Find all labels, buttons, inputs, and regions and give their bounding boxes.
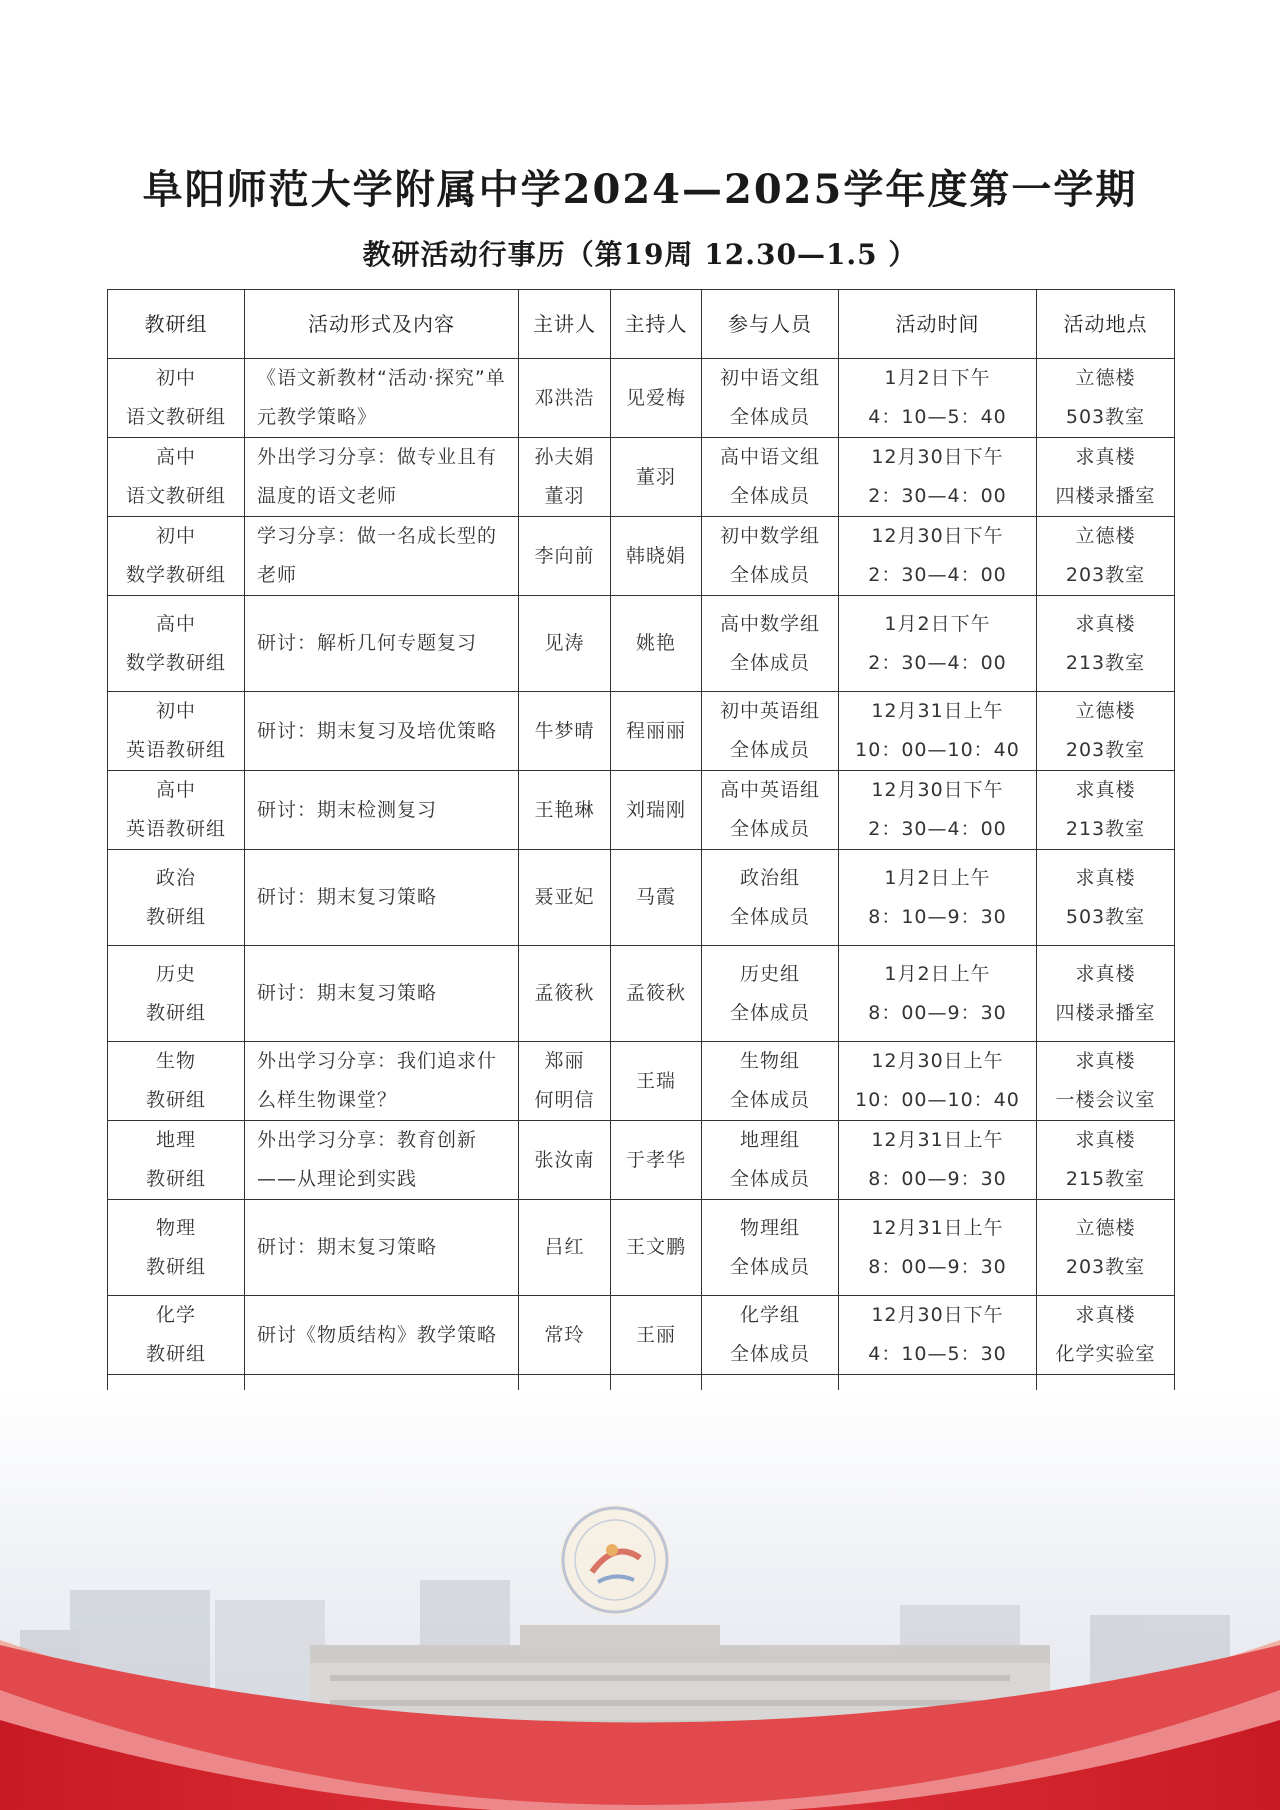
cell-place: 立德楼 203教室 — [1037, 692, 1175, 771]
cell-participants: 历史组 全体成员 — [702, 946, 839, 1042]
cell-group: 初中 英语教研组 — [108, 692, 245, 771]
header-speaker: 主讲人 — [519, 290, 611, 359]
cell-content: 外出学习分享：做专业且有温度的语文老师 — [245, 438, 519, 517]
table-row — [108, 517, 1175, 596]
cell-speaker: 邓洪浩 — [519, 359, 611, 438]
cell-group: 政治 教研组 — [108, 850, 245, 946]
cell-content: 研讨：期末检测复习 — [245, 771, 519, 850]
cell-content: 研讨：期末复习策略 — [245, 850, 519, 946]
cell-host: 姚艳 — [611, 596, 702, 692]
cell-participants: 物理组 全体成员 — [702, 1200, 839, 1296]
cell-group: 初中 数学教研组 — [108, 517, 245, 596]
cell-host: 董羽 — [611, 438, 702, 517]
header-participants: 参与人员 — [702, 290, 839, 359]
cell-participants: 化学组 全体成员 — [702, 1296, 839, 1375]
cell-group: 生物 教研组 — [108, 1042, 245, 1121]
cell-place: 求真楼 503教室 — [1037, 850, 1175, 946]
cell-place: 求真楼 化学实验室 — [1037, 1296, 1175, 1375]
cell-host: 韩晓娟 — [611, 517, 702, 596]
table-row — [108, 438, 1175, 517]
cell-speaker: 王艳琳 — [519, 771, 611, 850]
cell-place: 立德楼 203教室 — [1037, 1200, 1175, 1296]
table-row — [108, 771, 1175, 850]
cell-host: 刘瑞刚 — [611, 771, 702, 850]
cell-group: 高中 语文教研组 — [108, 438, 245, 517]
header-content: 活动形式及内容 — [245, 290, 519, 359]
cell-time: 1月2日上午 8：10—9：30 — [839, 850, 1037, 946]
cell-participants: 高中语文组 全体成员 — [702, 438, 839, 517]
cell-time: 12月30日下午 2：30—4：00 — [839, 438, 1037, 517]
cell-participants: 政治组 全体成员 — [702, 850, 839, 946]
cell-content: 《语文新教材“活动·探究”单元教学策略》 — [245, 359, 519, 438]
cell-place: 求真楼 四楼录播室 — [1037, 438, 1175, 517]
header-host: 主持人 — [611, 290, 702, 359]
cell-content: 研讨：期末复习策略 — [245, 1200, 519, 1296]
cell-speaker: 孙夫娟 董羽 — [519, 438, 611, 517]
document-subtitle: 教研活动行事历（第19周 12.30—1.5 ） — [362, 238, 918, 271]
cell-speaker: 聂亚妃 — [519, 850, 611, 946]
cell-speaker: 郑丽 何明信 — [519, 1042, 611, 1121]
cell-place: 求真楼 213教室 — [1037, 771, 1175, 850]
cell-time: 1月2日下午 2：30—4：00 — [839, 596, 1037, 692]
cell-content: 学习分享：做一名成长型的老师 — [245, 517, 519, 596]
cell-place: 立德楼 503教室 — [1037, 359, 1175, 438]
cell-host: 程丽丽 — [611, 692, 702, 771]
cell-place: 立德楼 203教室 — [1037, 517, 1175, 596]
header-group: 教研组 — [108, 290, 245, 359]
cell-host: 见爱梅 — [611, 359, 702, 438]
campus-banner — [0, 1390, 1280, 1810]
header-place: 活动地点 — [1037, 290, 1175, 359]
cell-content: 研讨：期末复习策略 — [245, 946, 519, 1042]
table-row — [108, 1042, 1175, 1121]
cell-participants: 生物组 全体成员 — [702, 1042, 839, 1121]
cell-time: 1月2日下午 4：10—5：40 — [839, 359, 1037, 438]
cell-content: 研讨：解析几何专题复习 — [245, 596, 519, 692]
cell-participants: 地理组 全体成员 — [702, 1121, 839, 1200]
cell-participants: 初中英语组 全体成员 — [702, 692, 839, 771]
cell-speaker: 常玲 — [519, 1296, 611, 1375]
header-time: 活动时间 — [839, 290, 1037, 359]
cell-time: 12月30日下午 2：30—4：00 — [839, 517, 1037, 596]
cell-content: 外出学习分享：教育创新——从理论到实践 — [245, 1121, 519, 1200]
cell-group: 化学 教研组 — [108, 1296, 245, 1375]
cell-place: 求真楼 215教室 — [1037, 1121, 1175, 1200]
cell-speaker: 张汝南 — [519, 1121, 611, 1200]
cell-group: 地理 教研组 — [108, 1121, 245, 1200]
cell-speaker: 见涛 — [519, 596, 611, 692]
cell-speaker: 吕红 — [519, 1200, 611, 1296]
document-title: 阜阳师范大学附属中学2024—2025学年度第一学期 — [142, 166, 1138, 213]
table-row — [108, 596, 1175, 692]
cell-place: 求真楼 四楼录播室 — [1037, 946, 1175, 1042]
cell-host: 王丽 — [611, 1296, 702, 1375]
cell-host: 于孝华 — [611, 1121, 702, 1200]
cell-time: 12月31日上午 8：00—9：30 — [839, 1200, 1037, 1296]
cell-host: 王文鹏 — [611, 1200, 702, 1296]
cell-time: 12月30日下午 4：10—5：30 — [839, 1296, 1037, 1375]
cell-participants: 高中数学组 全体成员 — [702, 596, 839, 692]
cell-host: 马霞 — [611, 850, 702, 946]
cell-participants: 初中数学组 全体成员 — [702, 517, 839, 596]
table-row — [108, 946, 1175, 1042]
cell-host: 王瑞 — [611, 1042, 702, 1121]
cell-group: 初中 语文教研组 — [108, 359, 245, 438]
table-row — [108, 1296, 1175, 1375]
table-row — [108, 692, 1175, 771]
cell-group: 历史 教研组 — [108, 946, 245, 1042]
table-row — [108, 359, 1175, 438]
schedule-table — [107, 289, 1175, 1471]
cell-time: 12月31日上午 8：00—9：30 — [839, 1121, 1037, 1200]
cell-group: 高中 数学教研组 — [108, 596, 245, 692]
cell-time: 12月30日下午 2：30—4：00 — [839, 771, 1037, 850]
cell-group: 物理 教研组 — [108, 1200, 245, 1296]
cell-content: 外出学习分享：我们追求什么样生物课堂？ — [245, 1042, 519, 1121]
table-header-row — [108, 290, 1175, 359]
cell-content: 研讨《物质结构》教学策略 — [245, 1296, 519, 1375]
cell-speaker: 孟筱秋 — [519, 946, 611, 1042]
table-row — [108, 850, 1175, 946]
cell-time: 12月31日上午 10：00—10：40 — [839, 692, 1037, 771]
cell-host: 孟筱秋 — [611, 946, 702, 1042]
cell-speaker: 李向前 — [519, 517, 611, 596]
cell-group: 高中 英语教研组 — [108, 771, 245, 850]
cell-participants: 初中语文组 全体成员 — [702, 359, 839, 438]
table-row — [108, 1200, 1175, 1296]
cell-place: 求真楼 213教室 — [1037, 596, 1175, 692]
table-row — [108, 1121, 1175, 1200]
cell-place: 求真楼 一楼会议室 — [1037, 1042, 1175, 1121]
cell-time: 1月2日上午 8：00—9：30 — [839, 946, 1037, 1042]
sun-glow — [560, 1505, 670, 1615]
cell-time: 12月30日上午 10：00—10：40 — [839, 1042, 1037, 1121]
cell-content: 研讨：期末复习及培优策略 — [245, 692, 519, 771]
table-body — [108, 359, 1175, 1471]
cell-participants: 高中英语组 全体成员 — [702, 771, 839, 850]
cell-speaker: 牛梦晴 — [519, 692, 611, 771]
